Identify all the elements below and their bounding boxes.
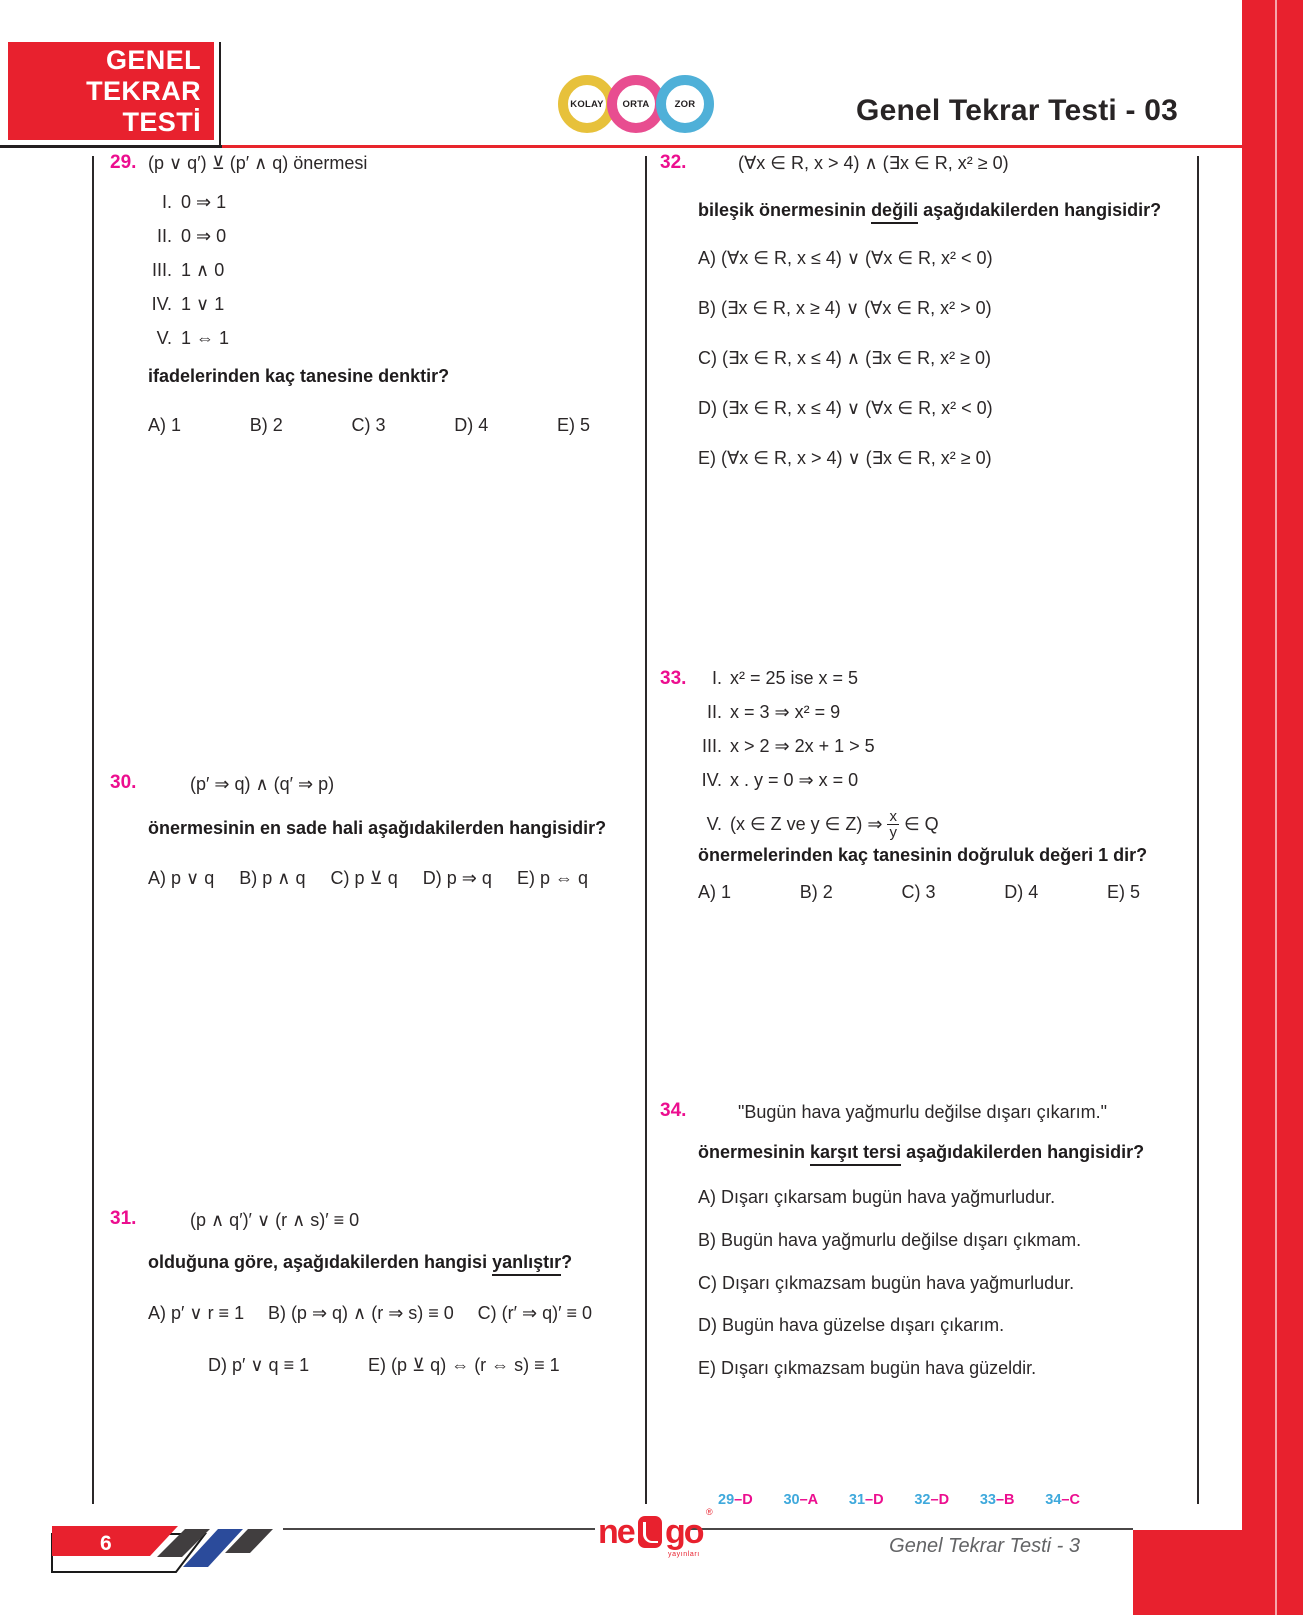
option: B) 2 [249,415,283,435]
question-items [128,192,229,362]
option: C) 3 [351,415,386,435]
book-icon [638,1516,662,1548]
option: A) 1 [698,882,732,902]
option: A) Dışarı çıkarsam bugün hava yağmurludur. [698,1187,1056,1207]
footer-rule-right [688,1528,1133,1530]
question-number: 33. [660,668,687,689]
list-item: V. (x ∈ Z ve y ∈ Z) ⇒ $\frac{x}{y}$ ∈ Q [706,807,939,841]
answer-key-entry: 34–C [1045,1492,1080,1508]
brand-text-ne: ne [598,1513,634,1551]
question-number: 29. [110,152,137,173]
option: B) 2 [799,882,833,902]
options-row [148,1303,592,1324]
right-red-band [1242,0,1303,1615]
difficulty-badge-zor [656,75,714,133]
option: D) (∃x ∈ R, x ≤ 4) ∨ (∀x ∈ R, x² < 0) [698,398,993,418]
list-item: II. 0 ⇒ 0 [156,226,227,246]
center-column-rule [645,156,647,1504]
list-item: IV. x . y = 0 ⇒ x = 0 [701,770,859,790]
left-column-rule [92,156,94,1504]
test-title-line: GENEL [105,44,201,75]
difficulty-badge-label: ORTA [622,98,650,110]
question-items [662,668,939,844]
right-red-band-inner-line [1275,0,1277,1615]
option: D) p ⇒ q [422,868,492,888]
question-number: 31. [110,1208,137,1229]
header-black-rule [0,145,222,148]
answer-key-entry: 33–B [979,1492,1015,1508]
brand-text-go: go [665,1513,703,1551]
option: D) 4 [1004,882,1039,902]
list-item: V. 1 ⇔ 1 [156,328,230,348]
question-number: 32. [660,152,687,173]
list-item: I. 0 ⇒ 1 [161,192,227,212]
option: E) (∀x ∈ R, x > 4) ∨ (∃x ∈ R, x² ≥ 0) [698,448,992,468]
option: E) Dışarı çıkmazsam bugün hava güzeldir. [698,1358,1037,1378]
options-row [148,415,590,436]
page-title: Genel Tekrar Testi - 03 [856,94,1178,127]
question-prompt: önermesinin karşıt tersi aşağıdakilerden hangisidir? [698,1142,1144,1163]
option: B) (∃x ∈ R, x ≥ 4) ∨ (∀x ∈ R, x² > 0) [698,298,992,318]
fraction: $\frac{x}{y}$ [889,807,897,841]
option: C) (r′ ⇒ q)′ ≡ 0 [477,1303,592,1323]
question-number: 30. [110,772,137,793]
answer-key-entry: 30–A [783,1492,819,1508]
question-prompt: önermelerinden kaç tanesinin doğruluk değeri 1 dir? [698,845,1148,865]
option: E) (p ⊻ q) ⇔ (r ⇔ s) ≡ 1 [368,1355,560,1375]
list-item: III. x > 2 ⇒ 2x + 1 > 5 [701,736,875,756]
option: D) 4 [454,415,489,435]
option: A) (∀x ∈ R, x ≤ 4) ∨ (∀x ∈ R, x² < 0) [698,248,993,268]
list-item: III. 1 ∧ 0 [151,260,225,280]
test-title-box [8,42,214,140]
page-number: 6 [100,1532,112,1555]
list-item: II. x = 3 ⇒ x² = 9 [706,702,841,722]
option: E) p ⇔ q [516,868,588,888]
option: A) p′ ∨ r ≡ 1 [148,1303,245,1323]
question-prompt: bileşik önermesinin değili aşağıdakilerden hangisidir? [698,200,1161,221]
option: C) p ⊻ q [330,868,398,888]
options-row [148,868,588,889]
bottom-right-red-block [1133,1530,1303,1615]
option: D) Bugün hava güzelse dışarı çıkarım. [698,1315,1005,1335]
option: C) 3 [901,882,936,902]
test-title-line: TEKRAR [86,75,201,106]
question-stem: (p ∨ q′) ⊻ (p′ ∧ q) önermesi [148,153,368,173]
difficulty-badge-label: KOLAY [570,98,604,110]
registered-mark: ® [706,1507,713,1517]
list-item: I. x² = 25 ise x = 5 [711,668,859,688]
right-column-rule [1197,156,1199,1504]
test-title-line: TESTİ [122,106,201,137]
answer-key-entry: 29–D [718,1492,753,1508]
answer-key-entry: 31–D [848,1492,884,1508]
brand-logo [598,1505,713,1567]
header-vertical-rule [219,42,221,147]
option: C) (∃x ∈ R, x ≤ 4) ∧ (∃x ∈ R, x² ≥ 0) [698,348,992,368]
option: D) p′ ∨ q ≡ 1 [208,1355,310,1375]
option: B) (p ⇒ q) ∧ (r ⇒ s) ≡ 0 [267,1303,454,1323]
question-stem: "Bugün hava yağmurlu değilse dışarı çıkarım." [738,1102,1107,1122]
header-red-rule [222,145,1242,148]
option: B) Bugün hava yağmurlu değilse dışarı çıkmam. [698,1230,1082,1250]
question-number: 34. [660,1100,687,1121]
footer-page-decoration [48,1516,288,1580]
brand-subtitle: yayınları [668,1551,700,1558]
options-row [698,882,1140,903]
footer-test-name: Genel Tekrar Testi - 3 [889,1535,1080,1557]
question-prompt: önermesinin en sade hali aşağıdakilerden hangisidir? [148,818,607,838]
question-prompt: olduğuna göre, aşağıdakilerden hangisi yanlıştır? [148,1252,572,1273]
footer-rule-left [283,1528,595,1530]
question-prompt: ifadelerinden kaç tanesine denktir? [148,366,450,386]
option: E) 5 [1106,882,1140,902]
option: A) 1 [148,415,182,435]
question-stem: (p ∧ q′)′ ∨ (r ∧ s)′ ≡ 0 [190,1210,360,1230]
question-stem: (∀x ∈ R, x > 4) ∧ (∃x ∈ R, x² ≥ 0) [738,153,1009,173]
list-item: IV. 1 ∨ 1 [151,294,225,314]
option: A) p ∨ q [148,868,215,888]
answer-key [718,1492,1080,1508]
answer-key-entry: 32–D [914,1492,950,1508]
option: C) Dışarı çıkmazsam bugün hava yağmurludur. [698,1273,1075,1293]
difficulty-badge-label: ZOR [674,98,696,110]
question-stem: (p′ ⇒ q) ∧ (q′ ⇒ p) [190,774,335,794]
option: B) p ∧ q [239,868,306,888]
option: E) 5 [556,415,590,435]
